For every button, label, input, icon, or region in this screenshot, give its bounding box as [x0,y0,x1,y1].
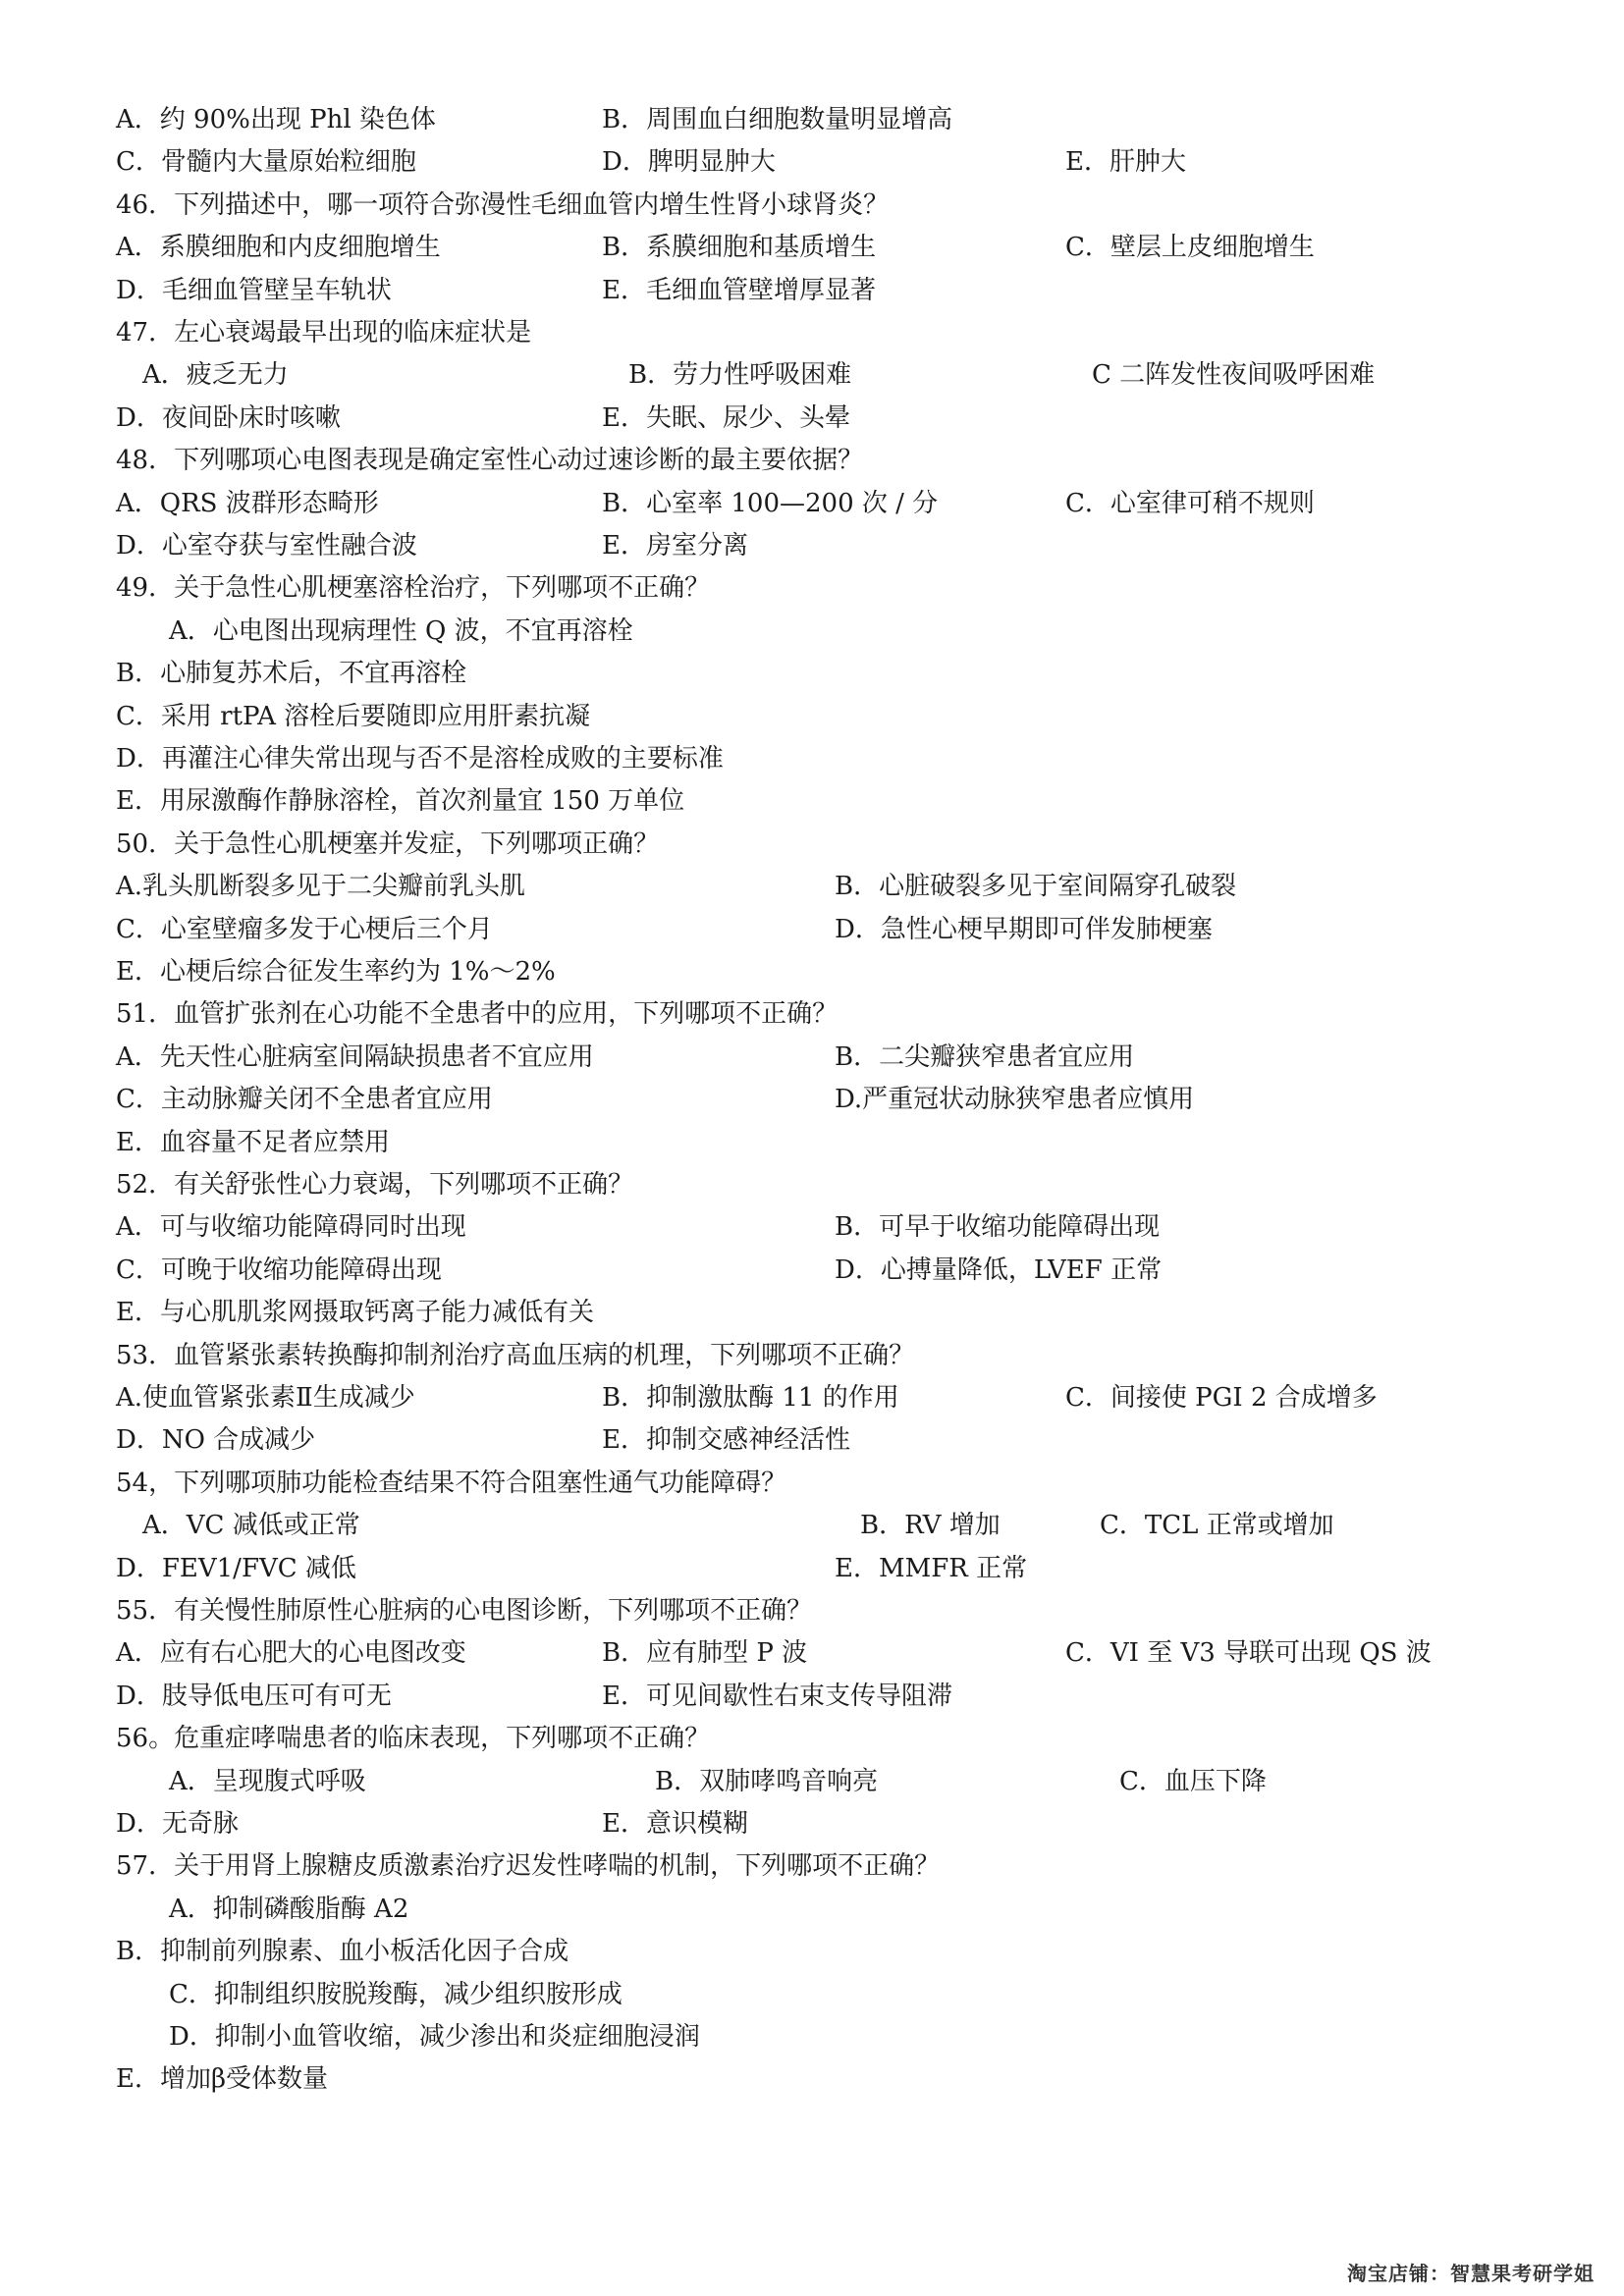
text-line [0,439,1624,482]
text-line [0,695,1624,738]
text-line [0,779,1624,823]
text-line [0,1888,1624,1931]
question-stem: 56。危重症哮喘患者的临床表现，下列哪项不正确？ [116,1724,711,1754]
question-stem: 48．下列哪项心电图表现是确定室性心动过速诊断的最主要依据？ [116,446,864,476]
text-line [0,311,1624,354]
text-line [0,566,1624,610]
answer-option: D．再灌注心律失常出现与否不是溶栓成败的主要标准 [116,744,724,774]
answer-option: C．心室壁瘤多发于心梗后三个月 [116,914,493,944]
text-line [0,1631,1624,1675]
answer-option: A．可与收缩功能障碍同时出现 [116,1212,466,1243]
answer-option: C．血压下降 [1119,1766,1267,1796]
question-stem: 53．血管紧张素转换酶抑制剂治疗高血压病的机理，下列哪项不正确？ [116,1340,915,1370]
answer-option: A．VC 减低或正常 [142,1511,360,1541]
question-stem: 52．有关舒张性心力衰竭，下列哪项不正确？ [116,1170,634,1200]
question-stem: 50．关于急性心肌梗塞并发症，下列哪项正确？ [116,828,660,859]
answer-option: D．心搏量降低，LVEF 正常 [835,1255,1163,1285]
text-line [0,1547,1624,1590]
text-line [0,1973,1624,2016]
text-line [0,865,1624,908]
text-line [0,1249,1624,1292]
question-stem: 47．左心衰竭最早出现的临床症状是 [116,318,532,347]
answer-option: E．意识模糊 [602,1809,748,1839]
answer-option: C．骨髓内大量原始粒细胞 [116,147,416,178]
text-line [0,1334,1624,1377]
answer-option: D．NO 合成减少 [116,1425,316,1456]
answer-option: A．QRS 波群形态畸形 [116,488,379,518]
answer-option: E．可见间歇性右束支传导阻滞 [602,1681,952,1711]
answer-option: B．双肺哮鸣音响亮 [655,1766,879,1796]
text-line [0,1036,1624,1079]
answer-option: E．与心肌肌浆网摄取钙离子能力减低有关 [116,1298,594,1328]
text-line [0,737,1624,780]
text-line [0,1376,1624,1419]
answer-option: B．心室率 100—200 次 / 分 [602,488,939,518]
text-line [0,652,1624,695]
answer-option: D．无奇脉 [116,1809,239,1839]
answer-option: C 二阵发性夜间吸呼困难 [1092,360,1376,391]
text-line [0,1163,1624,1206]
text-line [0,1930,1624,1973]
answer-option: A.使血管紧张素Ⅱ生成减少 [116,1383,415,1413]
answer-option: B．心脏破裂多见于室间隔穿孔破裂 [835,872,1237,902]
text-line [0,950,1624,993]
answer-option: E．MMFR 正常 [835,1553,1028,1583]
answer-option: A．抑制磷酸脂酶 A2 [169,1894,409,1924]
question-stem: 51．血管扩张剂在心功能不全患者中的应用，下列哪项不正确？ [116,999,839,1030]
answer-option: E．心梗后综合征发生率约为 1%～2% [116,957,556,987]
text-line [0,1717,1624,1760]
answer-option: C．TCL 正常或增加 [1100,1511,1334,1541]
text-line [0,140,1624,184]
answer-option: B．周围血白细胞数量明显增高 [602,105,953,134]
text-line [0,908,1624,951]
answer-option: E．毛细血管壁增厚显著 [602,275,876,305]
answer-option: A.乳头肌断裂多见于二尖瓣前乳头肌 [116,872,526,902]
answer-option: B．劳力性呼吸困难 [628,360,852,391]
answer-option: A．应有右心肥大的心电图改变 [116,1638,466,1669]
text-line [0,524,1624,567]
answer-option: B．RV 增加 [860,1511,1001,1541]
answer-option: D．抑制小血管收缩，减少渗出和炎症细胞浸润 [169,2022,700,2052]
text-line [0,1205,1624,1249]
text-line [0,353,1624,397]
question-stem: 49．关于急性心肌梗塞溶栓治疗，下列哪项不正确？ [116,573,711,604]
text-line [0,1760,1624,1803]
answer-option: E．增加β受体数量 [116,2064,329,2095]
answer-option: A．系膜细胞和内皮细胞增生 [116,233,441,263]
answer-option: A．呈现腹式呼吸 [169,1766,366,1796]
answer-option: C．主动脉瓣关闭不全患者宜应用 [116,1085,493,1115]
answer-option: D．毛细血管壁呈车轨状 [116,275,392,305]
answer-option: E．用尿激酶作静脉溶栓，首次剂量宜 150 万单位 [116,786,685,817]
text-line [0,1418,1624,1462]
text-line [0,269,1624,312]
question-stem: 54，下列哪项肺功能检查结果不符合阻塞性通气功能障碍？ [116,1468,787,1498]
text-line [0,1675,1624,1718]
answer-option: C．抑制组织胺脱羧酶，减少组织胺形成 [169,1979,623,2009]
answer-option: E．失眠、尿少、头晕 [602,402,850,433]
text-line [0,184,1624,227]
text-line [0,610,1624,653]
text-line [0,1462,1624,1505]
answer-option: C．壁层上皮细胞增生 [1065,233,1315,263]
answer-option: C．VI 至 V3 导联可出现 QS 波 [1065,1638,1432,1669]
text-line [0,2015,1624,2058]
answer-option: B．心肺复苏术后，不宜再溶栓 [116,659,467,689]
answer-option: B．抑制前列腺素、血小板活化因子合成 [116,1937,569,1967]
text-line [0,1504,1624,1547]
answer-option: D．心室夺获与室性融合波 [116,531,417,561]
text-line [0,226,1624,269]
text-line [0,1844,1624,1888]
text-line [0,482,1624,525]
answer-option: B．系膜细胞和基质增生 [602,233,877,263]
answer-option: E．抑制交感神经活性 [602,1425,850,1456]
answer-option: C．心室律可稍不规则 [1065,488,1315,518]
answer-option: D.严重冠状动脉狭窄患者应慎用 [835,1085,1195,1115]
text-line [0,992,1624,1036]
answer-option: D．夜间卧床时咳嗽 [116,402,341,433]
answer-option: C．间接使 PGI 2 合成增多 [1065,1383,1378,1413]
answer-option: B．抑制激肽酶 11 的作用 [602,1383,899,1413]
text-line [0,1078,1624,1121]
answer-option: B．应有肺型 P 波 [602,1638,808,1669]
answer-option: E．肝肿大 [1065,147,1186,178]
answer-option: D．脾明显肿大 [602,147,776,178]
watermark: 淘宝店铺：智慧果考研学姐 [1347,2262,1595,2285]
answer-option: C．可晚于收缩功能障碍出现 [116,1255,442,1285]
text-line [0,1802,1624,1845]
answer-option: E．房室分离 [602,531,748,561]
text-line [0,2057,1624,2101]
answer-option: B．二尖瓣狭窄患者宜应用 [835,1041,1135,1072]
answer-option: C．采用 rtPA 溶栓后要随即应用肝素抗凝 [116,701,591,731]
text-line [0,823,1624,866]
text-line [0,1121,1624,1164]
text-line [0,1589,1624,1632]
answer-option: A．心电图出现病理性 Q 波，不宜再溶栓 [169,615,633,646]
answer-option: D．肢导低电压可有可无 [116,1681,392,1711]
answer-option: D．FEV1/FVC 减低 [116,1553,356,1583]
text-line [0,1291,1624,1334]
question-stem: 57．关于用肾上腺糖皮质激素治疗迟发性哮喘的机制，下列哪项不正确？ [116,1851,941,1882]
text-line [0,98,1624,141]
answer-option: A．先天性心脏病室间隔缺损患者不宜应用 [116,1041,594,1072]
answer-option: B．可早于收缩功能障碍出现 [835,1212,1161,1243]
answer-option: E．血容量不足者应禁用 [116,1127,390,1157]
answer-option: A．约 90%出现 Phl 染色体 [116,105,436,134]
question-stem: 55．有关慢性肺原性心脏病的心电图诊断，下列哪项不正确？ [116,1596,813,1626]
question-stem: 46．下列描述中，哪一项符合弥漫性毛细血管内增生性肾小球肾炎？ [116,189,890,220]
answer-option: A．疲乏无力 [142,360,289,391]
answer-option: D．急性心梗早期即可伴发肺梗塞 [835,914,1213,944]
text-line [0,397,1624,440]
